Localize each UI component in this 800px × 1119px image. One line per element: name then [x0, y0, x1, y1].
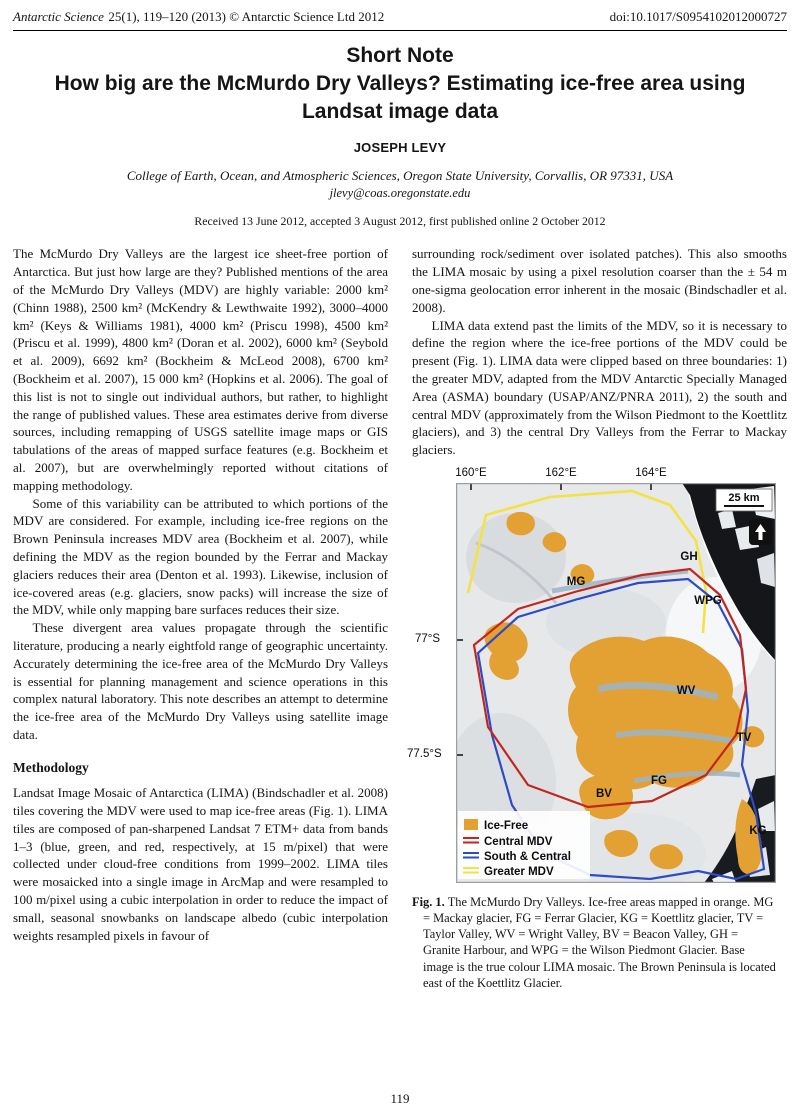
- place-label-fg: FG: [651, 775, 667, 787]
- latitude-label: 77.5°S: [407, 748, 442, 760]
- place-label-mg: MG: [566, 576, 586, 588]
- figure-caption: [412, 894, 777, 991]
- left-column: [13, 245, 388, 990]
- journal-name: Antarctic Science: [13, 9, 104, 24]
- legend-swatch-ice-free: [464, 819, 478, 830]
- received-line: Received 13 June 2012, accepted 3 August 2012, first published online 2 October 2012: [194, 214, 606, 229]
- place-label-tv: TV: [736, 732, 752, 744]
- author-name: JOSEPH LEVY: [353, 140, 447, 156]
- map-legend: [458, 811, 590, 879]
- doi: doi:10.1017/S0954102012000727: [609, 9, 787, 24]
- scale-bar: [716, 489, 772, 511]
- paragraph: Landsat Image Mosaic of Antarctica (LIMA) (Bindschadler et al. 2008) tiles covering the MDV were used to map ice-free areas (Fig. 1). LIMA tiles are composed of pan-sharpened Landsat 7 ETM+ data from bands 1–3 (blue, green, and red, respectively, at 15 m/pixel) that were collected under cloud-free conditions from 1999–2002. LIMA tiles were mosaicked into a single image in ArcMap and were resampled to 100 m/pixel using a cubic interpolation in order to reduce the impact of small, seasonal snowbanks on landscape albedo (cubic interpolation weights resampled pixels in favour of: [13, 785, 388, 943]
- article-body: [0, 245, 800, 990]
- section-heading-methodology: Methodology: [13, 759, 89, 775]
- longitude-label: 162°E: [545, 467, 577, 479]
- place-label-kg: KG: [749, 825, 767, 837]
- right-column: [407, 245, 787, 990]
- lima-map-image: [456, 483, 776, 883]
- place-label-gh: GH: [680, 551, 698, 563]
- longitude-label: 160°E: [455, 467, 487, 479]
- figure-caption-text: The McMurdo Dry Valleys. Ice-free areas mapped in orange. MG = Mackay glacier, FG = Ferrar Glacier, KG = Koettlitz glacier, TV = Taylor Valley, WV = Wright Valley, BV = Beacon Valley, GH = Granite Harbour, and WPG = the Wilson Piedmont Glacier. Base image is the true colour LIMA mosaic. The Brown Peninsula is located east of the Koettlitz Glacier.: [423, 895, 776, 990]
- longitude-label: 164°E: [635, 467, 667, 479]
- map-area: [407, 467, 776, 883]
- legend-label-central-mdv: Central MDV: [484, 836, 553, 848]
- article-title: How big are the McMurdo Dry Valleys? Estimating ice-free area using Landsat image data: [54, 72, 746, 123]
- author-affiliation: College of Earth, Ocean, and Atmospheric Sciences, Oregon State University, Corvallis, OR 97331, USA: [126, 168, 674, 184]
- paragraph: Some of this variability can be attributed to which portions of the MDV are considered. For example, including ice-free regions on the Brown Peninsula increases MDV area (Bockheim et al. 2007), while defining the MDV as the region bounded by the Ferrar and Mackay glaciers reduces their area (Denton et al. 1993). Likewise, inclusion of ice-covered areas (e.g. glaciers, snow packs) will increase the size of the MDV, while only mapping bare surfaces reduces their size.: [13, 495, 388, 618]
- masthead: [0, 0, 800, 28]
- header-rule: [13, 30, 787, 31]
- article-type: Short Note: [346, 44, 454, 67]
- north-icon: [749, 519, 772, 545]
- place-label-bv: BV: [596, 788, 612, 800]
- legend-label-greater-mdv: Greater MDV: [484, 866, 554, 878]
- page-number: 119: [390, 1091, 410, 1106]
- author-email: jlevy@coas.oregonstate.edu: [329, 186, 471, 201]
- journal-citation: [13, 9, 384, 25]
- paragraph: LIMA data extend past the limits of the MDV, so it is necessary to define the region where the ice-free portions of the MDV could be present (Fig. 1). LIMA data were clipped based on three boundaries: 1) the greater MDV, adapted from the MDV Antarctic Specially Managed Area (ASMA) boundary (USAP/ANZ/PNRA 2011), 2) the south and central MDV (approximately from the Wilson Piedmont to the Koettlitz glaciers), and 3) the central Dry Valleys from the Ferrar to Mackay glaciers.: [412, 317, 787, 458]
- paragraph: These divergent area values propagate through the scientific literature, producing a nearly eightfold range of geographic uncertainty. Accurately determining the ice-free area of the McMurdo Dry Valleys is essential for planning management and science operations in this complex natural laboratory. This note describes an attempt to determine the ice-free area of the McMurdo Dry Valleys using satellite image data.: [13, 620, 388, 742]
- place-label-wpg: WPG: [694, 595, 722, 607]
- paragraph: The McMurdo Dry Valleys are the largest ice sheet-free portion of Antarctica. But just how large are they? Published mentions of the area of the McMurdo Dry Valleys (MDV) are highly variable: 2000 km² (Chinn 1988), 2500 km² (McKendry & Lewthwaite 1992), 3000–4000 km² (Keys & Williams 1981), 4000 km² (Priscu 1998), 4500 km² (Priscu et al. 1999), 4800 km² (Doran et al. 2002), 6000 km² (Seybold et al. 2009), 6692 km² (Bockheim & McLeod 2008), 6700 km² (Bockheim et al. 2007), 15 000 km² (Hopkins et al. 2006). The goal of this list is not to single out individual authors, but rather, to highlight the range of published values. These area estimates derive from diverse sources, including remapping of USGS satellite image maps or GIS tabulations of the areas of mapped surface features (e.g. Bockheim et al. 2007), but are overwhelmingly reported without citations of mapping methodology.: [13, 246, 388, 493]
- title-block: [0, 44, 800, 125]
- figure-1: [407, 467, 787, 991]
- journal-issue-info: 25(1), 119–120 (2013) © Antarctic Science Ltd 2012: [108, 9, 385, 24]
- figure-caption-label: Fig. 1.: [412, 895, 445, 909]
- scale-label: 25 km: [728, 492, 760, 504]
- paragraph: surrounding rock/sediment over isolated patches). This also smooths the LIMA mosaic by using a pixel resolution coarser than the ± 54 m one-sigma geolocation error inherent in the mosaic (Bindschadler et al. 2008).: [412, 246, 787, 315]
- latitude-label: 77°S: [415, 633, 441, 645]
- legend-label-south-central: South & Central: [484, 851, 571, 863]
- place-label-wv: WV: [676, 685, 696, 697]
- legend-label-ice-free: Ice-Free: [484, 820, 529, 832]
